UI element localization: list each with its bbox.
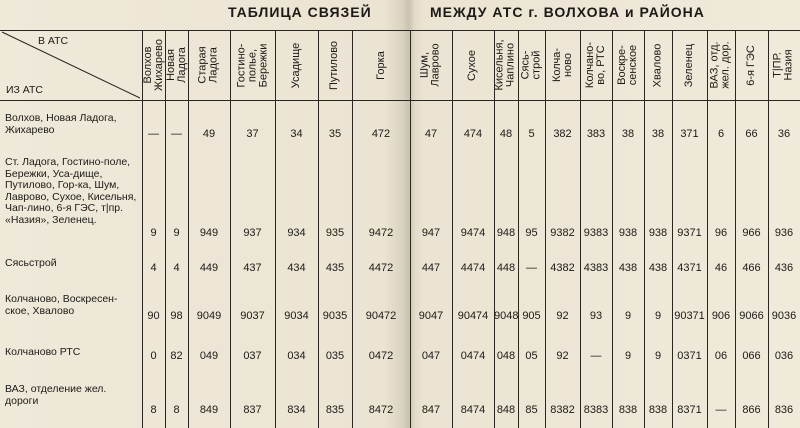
table-cell: 835 — [325, 404, 345, 416]
table-cell: — — [526, 262, 537, 274]
column-header — [165, 32, 188, 98]
table-cell: 848 — [496, 404, 516, 416]
column-header-label: Зеленец — [683, 43, 695, 87]
table-cell: 438 — [618, 262, 638, 274]
table-cell: — — [171, 128, 182, 140]
table-cell: 9037 — [240, 310, 265, 322]
table-cell: 9034 — [284, 310, 309, 322]
column-header — [275, 32, 318, 98]
table-cell: 4382 — [550, 262, 575, 274]
column-header-label: Сясь- строй — [519, 50, 543, 80]
table-cell: 966 — [742, 227, 761, 239]
table-cell: 5 — [528, 128, 535, 140]
table-cell: 9 — [173, 227, 180, 239]
column-header — [318, 32, 352, 98]
row-label: ВАЗ, отделение жел. дороги — [5, 383, 107, 407]
table-cell: 93 — [589, 310, 603, 322]
table-cell: 047 — [421, 350, 441, 362]
table-cell: 8371 — [677, 404, 702, 416]
table-cell: 35 — [328, 128, 342, 140]
table-cell: 849 — [199, 404, 219, 416]
table-cell: 9049 — [196, 310, 222, 322]
table-cell: — — [590, 350, 602, 362]
table-cell: 9036 — [771, 310, 797, 322]
table-cell: 47 — [424, 128, 438, 140]
table-title-right: МЕЖДУ АТС г. ВОЛХОВА и РАЙОНА — [430, 4, 705, 20]
column-header — [352, 32, 410, 98]
table-cell: 4 — [173, 262, 180, 274]
table-cell: 837 — [243, 404, 262, 416]
table-cell: 98 — [170, 310, 183, 322]
table-cell: 466 — [742, 262, 761, 274]
table-cell: 938 — [648, 227, 668, 239]
table-cell: 938 — [618, 227, 638, 239]
table-cell: 38 — [621, 128, 635, 140]
table-cell: 46 — [714, 262, 728, 274]
column-header-label: Шум, Лаврово — [419, 43, 443, 87]
table-cell: 90474 — [457, 310, 489, 322]
table-cell: 434 — [287, 262, 306, 274]
column-header — [672, 32, 707, 98]
column-header-label: 6-я ГЭС — [745, 44, 758, 86]
table-cell: 066 — [742, 350, 761, 362]
column-header-label: Горка — [374, 50, 387, 80]
table-cell: 9035 — [322, 310, 348, 322]
table-cell: 8 — [173, 404, 180, 416]
table-cell: 438 — [648, 262, 668, 274]
column-header — [612, 32, 644, 98]
table-cell: 037 — [243, 350, 262, 362]
column-header-label: Кисельня, Чаплино — [494, 39, 518, 91]
table-cell: 8382 — [550, 404, 575, 416]
table-cell: 49 — [202, 128, 216, 140]
table-cell: 4472 — [368, 262, 394, 274]
table-cell: 949 — [199, 227, 219, 239]
table-cell: 9383 — [583, 227, 609, 239]
table-cell: 4383 — [583, 262, 609, 274]
table-cell: 906 — [711, 310, 731, 322]
table-cell: 866 — [742, 404, 761, 416]
column-header — [188, 32, 230, 98]
row-label: Ст. Ладога, Гостино-поле, Бережки, Уса-дище, Путилово, Гор-ка, Шум, Лаврово, Сухое, Кисельня, Чап-лино, 6-я ГЭС, т|пр. «Назия», Зеленец. — [5, 156, 137, 226]
column-header-label: Сухое — [466, 49, 479, 81]
column-header-label: Волхов Жихарево — [141, 39, 165, 91]
table-cell: 383 — [586, 128, 606, 140]
table-cell: 8 — [150, 404, 157, 416]
table-cell: 95 — [525, 227, 538, 239]
table-cell: 474 — [463, 128, 483, 140]
table-cell: 935 — [325, 227, 345, 239]
table-cell: 4 — [150, 262, 157, 274]
table-title-left: ТАБЛИЦА СВЯЗЕЙ — [228, 4, 372, 20]
table-cell: 838 — [648, 404, 668, 416]
table-cell: 049 — [199, 350, 219, 362]
table-cell: 449 — [199, 262, 219, 274]
table-cell: 834 — [287, 404, 306, 416]
table-cell: 9382 — [550, 227, 575, 239]
table-cell: 0472 — [368, 350, 394, 362]
header-bottom-rule — [0, 100, 800, 101]
column-header-label: Новая Ладога — [164, 47, 188, 83]
table-cell: 0 — [150, 350, 157, 362]
column-header-label: Колчано- во, РТС — [584, 41, 608, 89]
table-cell: 85 — [525, 404, 538, 416]
table-cell: 448 — [496, 262, 516, 274]
table-cell: 4474 — [460, 262, 486, 274]
column-header-label: Усадище — [290, 42, 303, 88]
table-cell: 90371 — [674, 310, 705, 322]
table-cell: 036 — [774, 350, 794, 362]
table-cell: 437 — [243, 262, 262, 274]
table-cell: 9066 — [739, 310, 764, 322]
table-cell: 472 — [371, 128, 391, 140]
table-cell: 36 — [777, 128, 791, 140]
table-cell: 38 — [651, 128, 665, 140]
table-cell: 035 — [325, 350, 345, 362]
table-cell: 05 — [525, 350, 538, 362]
column-header-label: Старая Ладога — [196, 46, 220, 84]
table-cell: 9472 — [368, 227, 394, 239]
table-cell: 90 — [147, 310, 160, 322]
table-cell: 48 — [499, 128, 513, 140]
table-cell: 8474 — [460, 404, 486, 416]
column-header — [494, 32, 518, 98]
column-header — [230, 32, 275, 98]
table-cell: 435 — [325, 262, 345, 274]
column-header-label: Воскре- сенское — [616, 44, 639, 86]
column-header — [142, 32, 165, 98]
corner-label-from: ИЗ АТС — [6, 84, 43, 96]
table-cell: 447 — [421, 262, 441, 274]
table-cell: 9 — [624, 350, 632, 362]
table-cell: 9048 — [494, 310, 519, 322]
column-header — [768, 32, 800, 98]
corner-label-to: В АТС — [38, 35, 69, 47]
table-cell: 8383 — [583, 404, 609, 416]
table-cell: 92 — [556, 310, 569, 322]
table-cell: 048 — [496, 350, 516, 362]
column-header-label: ВАЗ, отд. жел. дор. — [709, 41, 733, 89]
table-cell: 82 — [170, 350, 183, 362]
table-cell: 9371 — [677, 227, 702, 239]
table-cell: 66 — [745, 128, 758, 140]
column-header — [545, 32, 580, 98]
row-label: Колчаново РТС — [5, 346, 81, 358]
table-cell: 937 — [243, 227, 262, 239]
table-cell: 847 — [421, 404, 441, 416]
table-cell: 06 — [714, 350, 728, 362]
table-cell: 9 — [654, 350, 662, 362]
table-cell: 9 — [654, 310, 662, 322]
table-cell: 371 — [680, 128, 699, 140]
table-top-rule — [0, 30, 800, 31]
table-cell: 9474 — [460, 227, 486, 239]
table-cell: 905 — [522, 310, 541, 322]
column-header — [518, 32, 545, 98]
table-cell: 8472 — [368, 404, 394, 416]
table-cell: — — [715, 404, 727, 416]
table-cell: 9 — [624, 310, 632, 322]
column-header-label: Т|ПР. Назия — [772, 49, 795, 81]
table-cell: 90472 — [365, 310, 397, 322]
column-header-label: Гостино- полье, Бережки — [234, 43, 269, 87]
table-cell: 382 — [553, 128, 572, 140]
table-cell: 948 — [496, 227, 516, 239]
table-cell: 836 — [774, 404, 794, 416]
row-label: Сясьстрой — [5, 257, 57, 269]
table-cell: 034 — [287, 350, 306, 362]
column-header — [452, 32, 494, 98]
table-cell: 96 — [714, 227, 728, 239]
column-header-label: Путилово — [328, 40, 341, 90]
column-header — [410, 32, 452, 98]
row-label: Волхов, Новая Ладога, Жихарево — [5, 112, 117, 136]
table-cell: 92 — [556, 350, 569, 362]
table-cell: 947 — [421, 227, 441, 239]
table-cell: 9047 — [418, 310, 444, 322]
row-label: Колчаново, Воскресен-ское, Хвалово — [5, 293, 118, 317]
table-cell: 0474 — [460, 350, 486, 362]
column-header — [735, 32, 768, 98]
table-cell: 6 — [717, 128, 725, 140]
column-header — [580, 32, 612, 98]
table-cell: 838 — [618, 404, 638, 416]
table-cell: — — [148, 128, 159, 140]
column-header — [707, 32, 735, 98]
table-cell: 436 — [774, 262, 794, 274]
table-cell: 0371 — [677, 350, 702, 362]
table-cell: 4371 — [677, 262, 702, 274]
table-cell: 34 — [290, 128, 303, 140]
column-header-label: Колча- ново — [550, 48, 574, 82]
table-cell: 37 — [246, 128, 259, 140]
table-cell: 934 — [287, 227, 306, 239]
column-header — [644, 32, 672, 98]
table-cell: 936 — [774, 227, 794, 239]
column-header-label: Хвалово — [651, 43, 664, 87]
table-cell: 9 — [150, 227, 157, 239]
